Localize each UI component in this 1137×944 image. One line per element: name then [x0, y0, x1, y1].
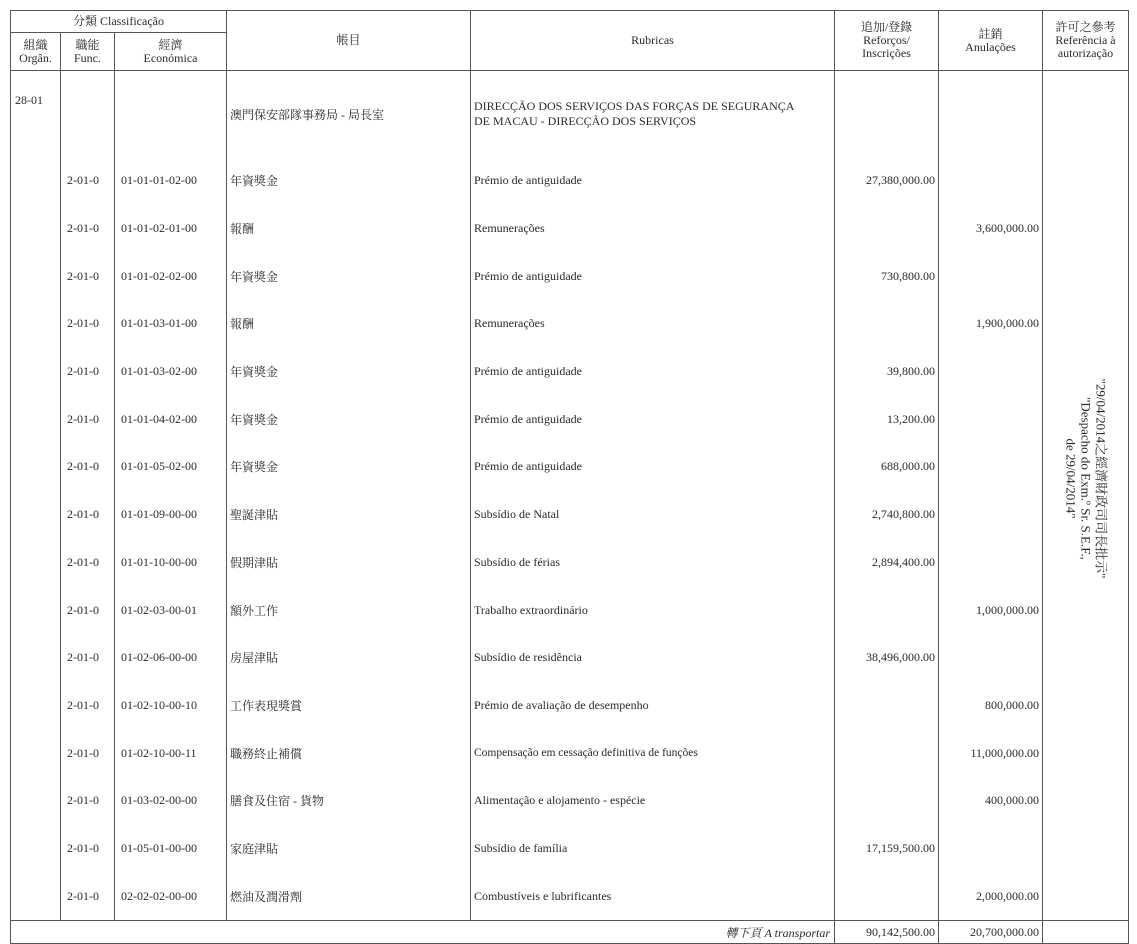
table-row — [11, 872, 1129, 920]
total-reinforcements: 90,142,500.00 — [835, 921, 939, 944]
functional-code: 2-01-0 — [61, 252, 115, 300]
economic-code: 01-01-09-00-00 — [115, 491, 227, 539]
entity-row — [11, 71, 1129, 158]
rubric-zh: 聖誕津貼 — [227, 491, 471, 539]
economic-code: 01-03-02-00-00 — [115, 777, 227, 825]
budget-table — [10, 10, 1129, 944]
annulment-amount — [939, 491, 1043, 539]
annulment-amount: 3,600,000.00 — [939, 205, 1043, 253]
reinforcement-amount — [835, 682, 939, 730]
organic-code: 28-01 — [11, 71, 61, 158]
authorization-header: 許可之參考 Referência à autorização — [1043, 11, 1129, 71]
rubric-pt: Subsídio de família — [471, 825, 835, 873]
rubric-pt: Trabalho extraordinário — [471, 586, 835, 634]
rubric-zh: 額外工作 — [227, 586, 471, 634]
organic-cell — [11, 443, 61, 491]
budget-table-sheet — [10, 10, 1128, 940]
table-row — [11, 682, 1129, 730]
reinforcement-amount — [835, 205, 939, 253]
organic-cell — [11, 252, 61, 300]
rubric-pt: Remunerações — [471, 205, 835, 253]
rubric-pt: Remunerações — [471, 300, 835, 348]
annulment-amount — [939, 348, 1043, 396]
functional-code: 2-01-0 — [61, 729, 115, 777]
economic-code: 01-01-04-02-00 — [115, 395, 227, 443]
table-row — [11, 491, 1129, 539]
functional-code: 2-01-0 — [61, 300, 115, 348]
functional-code: 2-01-0 — [61, 682, 115, 730]
annulment-amount — [939, 252, 1043, 300]
table-row — [11, 729, 1129, 777]
economic-code: 01-05-01-00-00 — [115, 825, 227, 873]
functional-code: 2-01-0 — [61, 586, 115, 634]
total-annulments: 20,700,000.00 — [939, 921, 1043, 944]
authorization-line-pt2: de 29/04/2014" — [1063, 437, 1078, 519]
table-row — [11, 395, 1129, 443]
reinforcement-amount: 17,159,500.00 — [835, 825, 939, 873]
rubric-zh: 房屋津貼 — [227, 634, 471, 682]
annulment-amount — [939, 539, 1043, 587]
reinforcement-amount: 13,200.00 — [835, 395, 939, 443]
reinforcements-header: 追加/登錄 Reforços/ Inscrições — [835, 11, 939, 71]
rubric-zh: 工作表現獎賞 — [227, 682, 471, 730]
rubric-pt: Subsídio de Natal — [471, 491, 835, 539]
annulment-amount: 1,000,000.00 — [939, 586, 1043, 634]
organic-cell — [11, 205, 61, 253]
organic-cell — [11, 395, 61, 443]
reinforcement-amount: 2,740,800.00 — [835, 491, 939, 539]
rubric-zh: 年資獎金 — [227, 395, 471, 443]
table-row — [11, 539, 1129, 587]
rubric-zh: 燃油及潤滑劑 — [227, 872, 471, 920]
rubric-zh: 報酬 — [227, 205, 471, 253]
reinforcement-amount: 27,380,000.00 — [835, 157, 939, 205]
functional-code: 2-01-0 — [61, 443, 115, 491]
classification-header: 分類 Classificação — [11, 11, 227, 33]
table-row — [11, 157, 1129, 205]
economic-code: 01-01-02-01-00 — [115, 205, 227, 253]
table-row — [11, 252, 1129, 300]
organic-cell — [11, 348, 61, 396]
reinforcement-amount: 38,496,000.00 — [835, 634, 939, 682]
authorization-line-zh: "29/04/2014之經濟財政司司長批示" — [1093, 378, 1108, 578]
functional-code: 2-01-0 — [61, 634, 115, 682]
reinforcement-amount — [835, 777, 939, 825]
table-row — [11, 825, 1129, 873]
reinforcement-amount — [835, 729, 939, 777]
economic-code: 01-01-10-00-00 — [115, 539, 227, 587]
table-row — [11, 443, 1129, 491]
organic-cell — [11, 729, 61, 777]
annulment-amount — [939, 825, 1043, 873]
organic-cell — [11, 157, 61, 205]
rubric-zh: 年資獎金 — [227, 443, 471, 491]
reinforcement-amount: 730,800.00 — [835, 252, 939, 300]
rubric-zh: 年資獎金 — [227, 252, 471, 300]
annulment-amount: 11,000,000.00 — [939, 729, 1043, 777]
rubric-pt: Combustíveis e lubrificantes — [471, 872, 835, 920]
functional-code: 2-01-0 — [61, 491, 115, 539]
organic-cell — [11, 300, 61, 348]
reinforcement-amount — [835, 872, 939, 920]
functional-code: 2-01-0 — [61, 395, 115, 443]
rubric-zh: 職務終止補償 — [227, 729, 471, 777]
rubric-pt: Prémio de avaliação de desempenho — [471, 682, 835, 730]
entity-name-zh: 澳門保安部隊事務局 - 局長室 — [227, 71, 471, 158]
functional-code: 2-01-0 — [61, 205, 115, 253]
annulment-amount: 2,000,000.00 — [939, 872, 1043, 920]
functional-code: 2-01-0 — [61, 348, 115, 396]
rubric-pt: Prémio de antiguidade — [471, 443, 835, 491]
annulments-header: 註銷 Anulações — [939, 11, 1043, 71]
organic-cell — [11, 539, 61, 587]
economic-code: 01-02-06-00-00 — [115, 634, 227, 682]
rubric-zh: 膳食及住宿 - 貨物 — [227, 777, 471, 825]
economic-code: 01-02-10-00-10 — [115, 682, 227, 730]
annulment-amount: 800,000.00 — [939, 682, 1043, 730]
rubric-pt-header: Rubricas — [471, 11, 835, 71]
economic-code: 01-01-03-02-00 — [115, 348, 227, 396]
functional-code: 2-01-0 — [61, 825, 115, 873]
annulment-amount: 400,000.00 — [939, 777, 1043, 825]
organic-cell — [11, 491, 61, 539]
rubric-pt: Prémio de antiguidade — [471, 252, 835, 300]
organic-cell — [11, 777, 61, 825]
table-row — [11, 634, 1129, 682]
annulment-amount — [939, 395, 1043, 443]
economic-code: 02-02-02-00-00 — [115, 872, 227, 920]
functional-code: 2-01-0 — [61, 539, 115, 587]
rubric-zh: 家庭津貼 — [227, 825, 471, 873]
functional-code: 2-01-0 — [61, 777, 115, 825]
table-row — [11, 300, 1129, 348]
economic-code: 01-01-05-02-00 — [115, 443, 227, 491]
annulment-amount — [939, 443, 1043, 491]
total-row — [11, 921, 1129, 944]
reinforcement-amount: 39,800.00 — [835, 348, 939, 396]
organic-cell — [11, 586, 61, 634]
annulment-amount: 1,900,000.00 — [939, 300, 1043, 348]
organic-header: 組織 Orgân. — [11, 33, 61, 71]
reinforcement-amount — [835, 300, 939, 348]
authorization-line-pt1: "Despacho do Exm.º Sr. S.E.F., — [1078, 396, 1093, 560]
functional-code: 2-01-0 — [61, 872, 115, 920]
organic-cell — [11, 634, 61, 682]
entity-name-pt: DIRECÇÃO DOS SERVIÇOS DAS FORÇAS DE SEGURANÇA DE MACAU - DIRECÇÃO DOS SERVIÇOS — [471, 71, 835, 158]
rubric-pt: Subsídio de férias — [471, 539, 835, 587]
functional-code: 2-01-0 — [61, 157, 115, 205]
annulment-amount — [939, 634, 1043, 682]
reinforcement-amount — [835, 586, 939, 634]
rubric-pt: Prémio de antiguidade — [471, 157, 835, 205]
rubric-pt: Alimentação e alojamento - espécie — [471, 777, 835, 825]
rubric-zh: 假期津貼 — [227, 539, 471, 587]
rubric-zh: 年資獎金 — [227, 348, 471, 396]
table-row — [11, 348, 1129, 396]
rubric-zh-header: 帳目 — [227, 11, 471, 71]
reinforcement-amount: 688,000.00 — [835, 443, 939, 491]
rubric-zh: 年資獎金 — [227, 157, 471, 205]
economic-code: 01-01-03-01-00 — [115, 300, 227, 348]
rubric-pt: Subsídio de residência — [471, 634, 835, 682]
reinforcement-amount: 2,894,400.00 — [835, 539, 939, 587]
economic-code: 01-01-02-02-00 — [115, 252, 227, 300]
rubric-pt: Prémio de antiguidade — [471, 348, 835, 396]
table-row — [11, 777, 1129, 825]
rubric-pt: Prémio de antiguidade — [471, 395, 835, 443]
rubric-zh: 報酬 — [227, 300, 471, 348]
table-row — [11, 205, 1129, 253]
economic-code: 01-02-10-00-11 — [115, 729, 227, 777]
organic-cell — [11, 682, 61, 730]
organic-cell — [11, 825, 61, 873]
transport-label: 轉下頁 A transportar — [11, 921, 835, 944]
functional-header: 職能 Func. — [61, 33, 115, 71]
economic-code: 01-02-03-00-01 — [115, 586, 227, 634]
annulment-amount — [939, 157, 1043, 205]
rubric-pt: Compensação em cessação definitiva de funções — [471, 729, 835, 777]
economic-header: 經濟 Económica — [115, 33, 227, 71]
organic-cell — [11, 872, 61, 920]
economic-code: 01-01-01-02-00 — [115, 157, 227, 205]
table-row — [11, 586, 1129, 634]
authorization-reference — [1043, 71, 1129, 921]
